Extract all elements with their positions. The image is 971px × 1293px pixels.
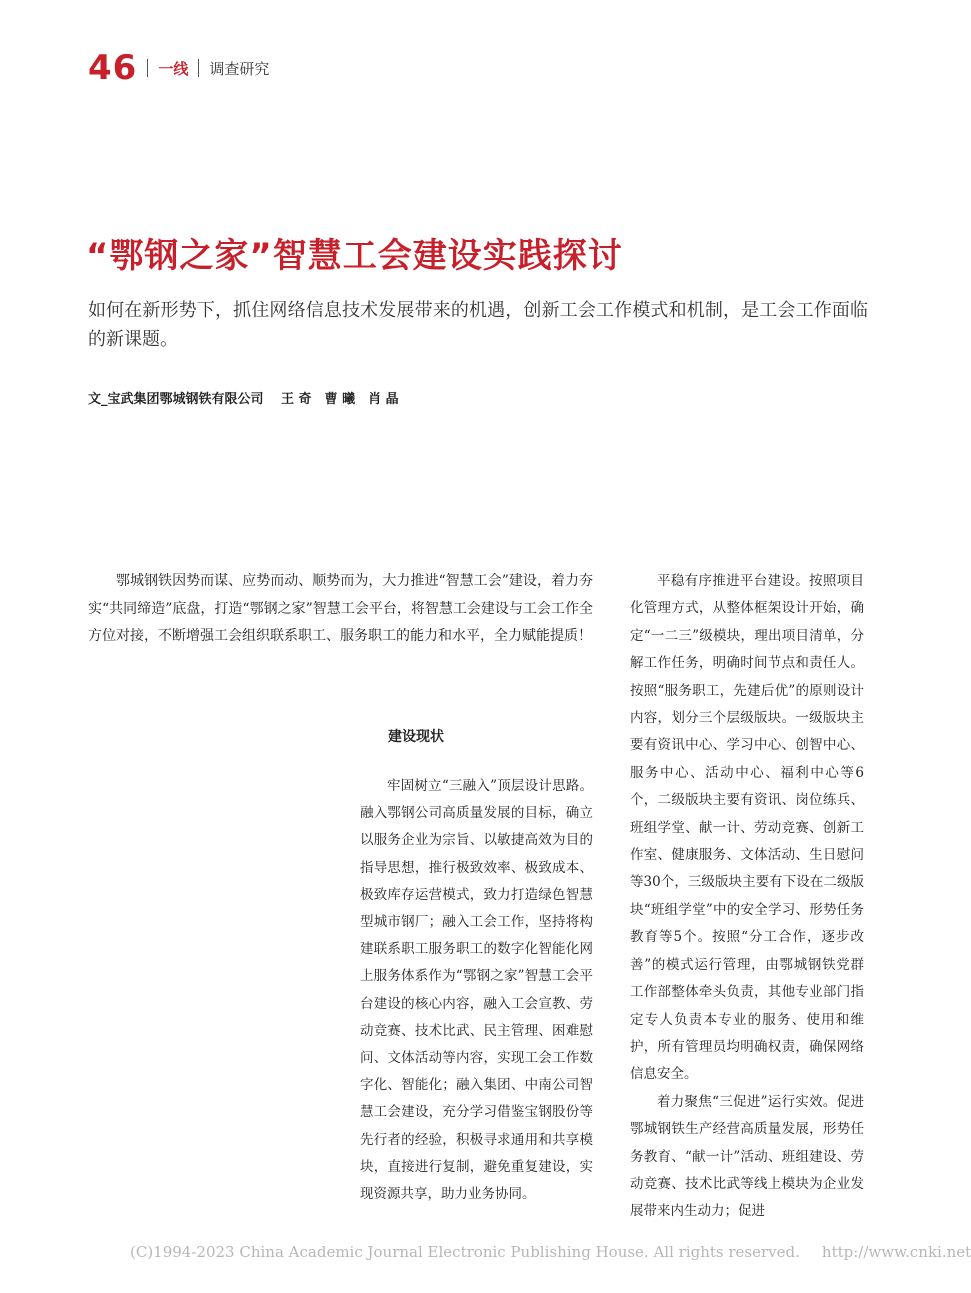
column-3-paragraph-1: 平稳有序推进平台建设。按照项目化管理方式，从整体框架设计开始，确定“一二三”级模块，理出项目清单，分解工作任务，明确时间节点和责任人。按照“服务职工，先建后优”的原则设计内容，划分三个层级版块。一级版块主要有资讯中心、学习中心、创智中心、服务中心、活动中心、福利中心等6个，二级版块主要有资讯、岗位练兵、班组学堂、献一计、劳动竞赛、创新工作室、健康服务、文体活动、生日慰问等30个，三级版块主要有下设在二级版块“班组学堂”中的安全学习、形势任务教育等5个。按照“分工合作，逐步改善”的模式运行管理，由鄂城钢铁党群工作部整体牵头负责，其他专业部门指定专人负责本专业的服务、使用和维护，所有管理员均明确权责，确保网络信息安全。 bbox=[630, 573, 864, 1083]
author-byline: 文_宝武集团鄂城钢铁有限公司 王 奇 曹 曦 肖 晶 bbox=[88, 392, 399, 407]
header-divider bbox=[198, 59, 199, 77]
lead-paragraph: 鄂城钢铁因势而谋、应势而动、顺势而为，大力推进“智慧工会”建设，着力夯实“共同缔造”底盘，打造“鄂钢之家”智慧工会平台，将智慧工会建设与工会工作全方位对接，不断增强工会组织联系职工、服务职工的能力和水平，全力赋能提质！ bbox=[88, 573, 593, 644]
column-2-paragraph: 牢固树立“三融入”顶层设计思路。融入鄂钢公司高质量发展的目标，确立以服务企业为宗旨、以敏捷高效为目的指导思想，推行极致效率、极致成本、极致库存运营模式，致力打造绿色智慧型城市钢厂；融入工会工作，坚持将构建联系职工服务职工的数字化智能化网上服务体系作为“鄂钢之家”智慧工会平台建设的核心内容，融入工会宣教、劳动竞赛、技术比武、民主管理、困难慰问、文体活动等内容，实现工会工作数字化、智能化；融入集团、中南公司智慧工会建设，充分学习借鉴宝钢股份等先行者的经验，积极寻求通用和共享模块，直接进行复制，避免重复建设，实现资源共享，助力业务协同。 bbox=[360, 778, 593, 1203]
copyright-text: (C)1994-2023 China Academic Journal Electronic Publishing House. All rights reserved. bbox=[130, 1243, 800, 1261]
section-secondary-label: 调查研究 bbox=[209, 59, 270, 78]
section-primary-label: 一线 bbox=[158, 59, 189, 78]
column-3 bbox=[630, 568, 864, 1226]
article-subtitle: 如何在新形势下，抓住网络信息技术发展带来的机遇，创新工会工作模式和机制，是工会工作面临的新课题。 bbox=[88, 300, 868, 350]
header-divider bbox=[147, 59, 148, 77]
article-title: “鄂钢之家”智慧工会建设实践探讨 bbox=[86, 236, 623, 276]
section-heading: 建设现状 bbox=[388, 729, 444, 745]
column-3-paragraph-2: 着力聚焦“三促进”运行实效。促进鄂城钢铁生产经营高质量发展，形势任务教育、“献一计”活动、班组建设、劳动竞赛、技术比武等线上模块为企业发展带来内生动力；促进 bbox=[630, 1093, 864, 1220]
footer-url: http://www.cnki.net bbox=[821, 1243, 971, 1261]
copyright-footer bbox=[130, 1243, 971, 1261]
page-number: 46 bbox=[88, 48, 138, 88]
page-header bbox=[88, 48, 269, 88]
